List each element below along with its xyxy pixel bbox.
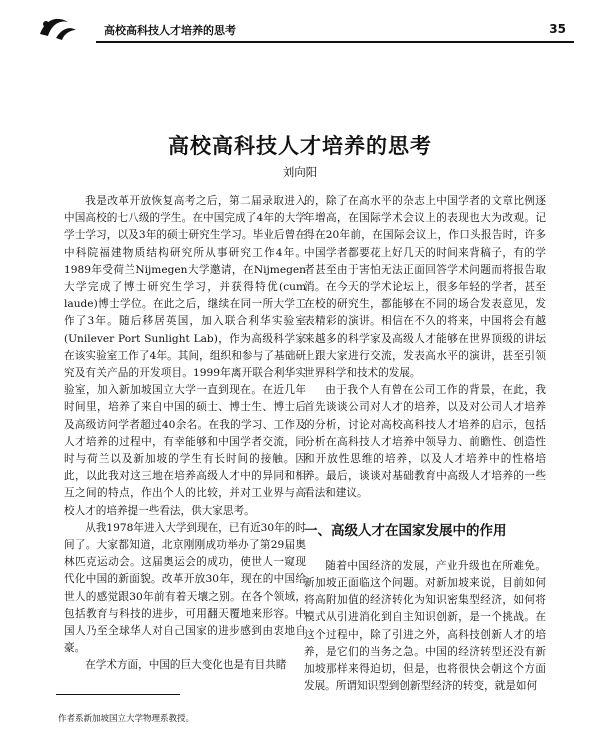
paragraph-academic-continued: 的，除了在高水平的杂志上中国学者的文章比例逐年增高，在国际学术会议上的表现也大为改观。记得在20年前，在国际会议上，作口头报告时，许多中国学者都要花上好几天的时间来背稿子，有的学者甚至由于害怕无法正面回答学术问题而将报告取消。在今天的学术论坛上，很多年轻的学者，甚至在校的研究生，都能够在不同的场合发表意见，发表精彩的演讲。相信在不久的将来，中国将会有越来越多的科学家及高级人才能够在世界顶级的讲坛上跟大家进行交流，发表高水平的演讲，甚至引领世界科学和技术的发展。	[304, 195, 546, 380]
right-column	[304, 193, 546, 695]
paragraph-intro: 我是改革开放恢复高考之后，第二届录取进入中国高校的七八级的学生。在中国完成了4年的大学学士学习，以及3年的硕士研究生学习。毕业后曾在中科院福建物质结构研究所从事研究工作4年。1989年受荷兰Nijmegen大学邀请，在Nijmegen大学完成了博士研究生学习，并获得特优(cum laude)博士学位。在此之后，继续在同一所大学工作了3年。随后移居英国，加入联合利华实验室(Unilever Port Sunlight Lab)，作为高级科学家在该实验室工作了4年。其间，组织和参与了基础研究及有关产品的开发项目。1999年离开联合利华实验室，加入新加坡国立大学一直到现在。在近几年时间里，培养了来自中国的硕士、博士生、博士后及高级访问学者超过40余名。在我的学习、工作及人才培养的过程中，有幸能够和中国学者交流，同时与荷兰以及新加坡的学生有长时间的接触。因此，以此我对这三地在培养高级人才中的异同和相互之间的特点，作出个人的比较，并对工业界与高校人才的培养提一些看法，供大家思考。	[64, 195, 306, 517]
left-column	[64, 193, 306, 675]
paragraph-outline: 由于我个人有曾在公司工作的背景，在此，我首先谈谈公司对人才的培养，以及对公司人才培养的分析，讨论对高校高科技人才培养的启示，包括分析在高科技人才培养中领导力、前瞻性、创造性和开放性思维的培养，以及人才培养中的性格培养。最后，谈谈对基础教育中高级人才培养的一些看法和建议。	[304, 384, 546, 500]
paragraph-olympics: 从我1978年进入大学到现在，已有近30年的时间了。大家都知道，北京刚刚成功举办了第29届奥林匹克运动会。这届奥运会的成功，使世人一窥现代化中国的新面貌。改革开放30年，现在的中国给世人的感觉跟30年前有着天壤之别。在各个领域，包括教育与科技的进步，可用翻天覆地来形容。中国人乃至全球华人对自己国家的进步感到由衷地自豪。	[64, 521, 306, 655]
footnote-divider	[56, 694, 180, 695]
paragraph-economy: 随着中国经济的发展，产业升级也在所难免。新加坡正面临这个问题。对新加坡来说，目前如何将高附加值的经济转化为知识密集型经济，如何将模式从引进消化到自主知识创新，是一个挑战。在这个过程中，除了引进之外，高科技创新人才的培养，是它们的当务之急。中国的经济转型还没有新加坡那样来得迫切，但是，也将很快会朝这个方面发展。所谓知识型到创新型经济的转变，就是如何	[304, 559, 546, 693]
header-divider	[96, 41, 574, 43]
article-author: 刘向阳	[282, 165, 318, 179]
running-header	[38, 14, 570, 44]
journal-name: 高校高科技人才培养的思考	[104, 24, 236, 37]
section-heading: 一、高级人才在国家发展中的作用	[304, 522, 507, 539]
journal-logo-icon	[38, 14, 78, 42]
page-number: 35	[549, 22, 566, 36]
article-title: 高校高科技人才培养的思考	[168, 133, 432, 159]
footnote: 作者系新加坡国立大学物理系教授。	[58, 714, 195, 724]
paragraph-academic: 在学术方面，中国的巨大变化也是有目共睹	[85, 659, 287, 672]
